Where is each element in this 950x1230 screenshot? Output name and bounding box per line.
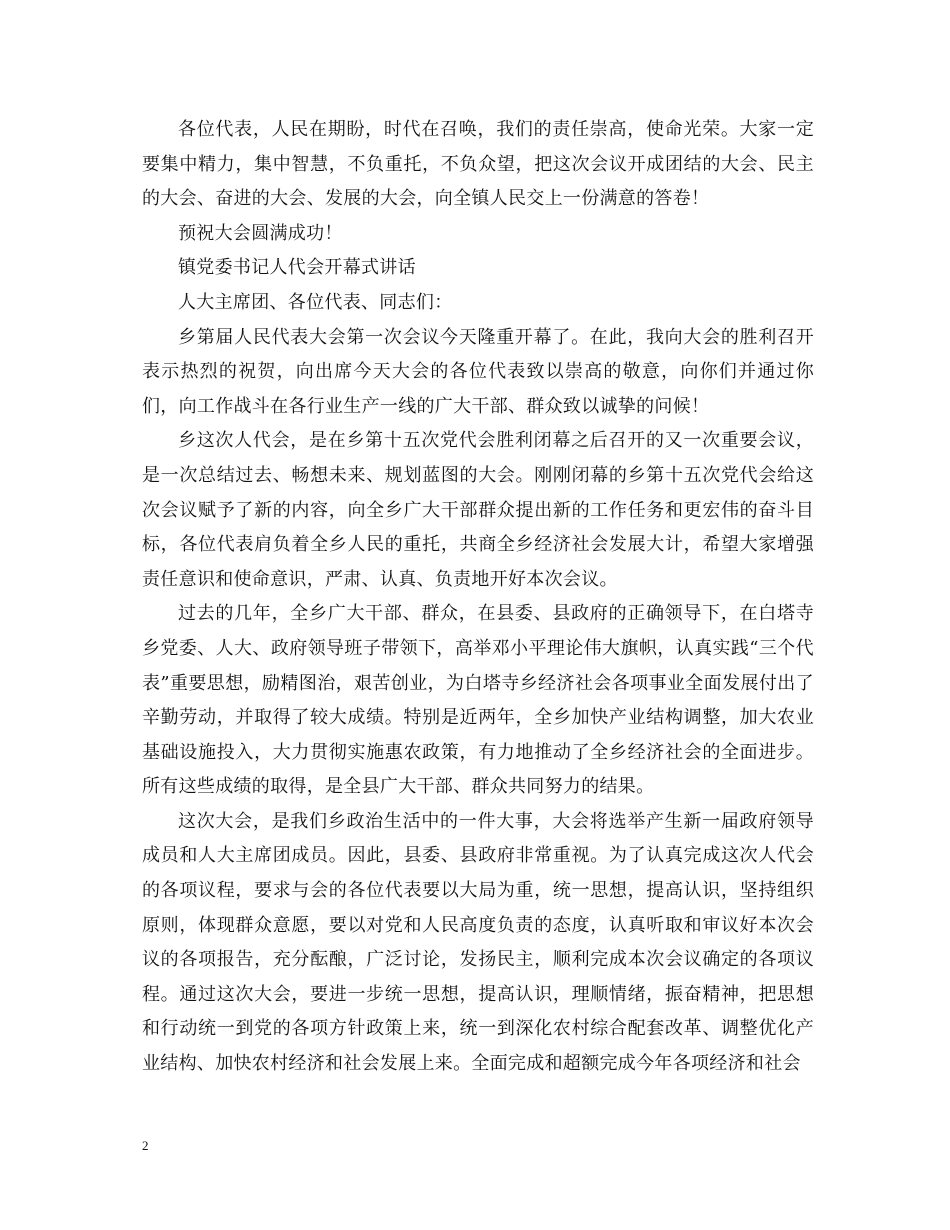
paragraph-closing-appeal: 各位代表，人民在期盼，时代在召唤，我们的责任崇高，使命光荣。大家一定要集中精力，集中智慧，不负重托，不负众望，把这次会议开成团结的大会、民主的大会、奋进的大会、发展的大会，向全镇人民交上一份满意的答卷！ [142, 119, 814, 210]
paragraph-meeting-significance: 乡这次人代会，是在乡第十五次党代会胜利闭幕之后召开的又一次重要会议，是一次总结过去、畅想未来、规划蓝图的大会。刚刚闭幕的乡第十五次党代会给这次会议赋予了新的内容，向全乡广大干部群众提出新的工作任务和更宏伟的奋斗目标，各位代表肩负着全乡人民的重托，共商全乡经济社会发展大计，希望大家增强责任意识和使命意识，严肃、认真、负责地开好本次会议。 [142, 430, 814, 590]
page-number: 2 [142, 1138, 149, 1153]
paragraph-past-achievements: 过去的几年，全乡广大干部、群众，在县委、县政府的正确领导下，在白塔寺乡党委、人大、政府领导班子带领下，高举邓小平理论伟大旗帜，认真实践“三个代表”重要思想，励精图治，艰苦创业，为白塔寺乡经济社会各项事业全面发展付出了辛勤劳动，并取得了较大成绩。特别是近两年，全乡加快产业结构调整，加大农业基础设施投入，大力贯彻实施惠农政策，有力地推动了全乡经济社会的全面进步。所有这些成绩的取得，是全县广大干部、群众共同努力的结果。 [142, 603, 814, 798]
paragraph-wish-success: 预祝大会圆满成功！ [178, 222, 343, 244]
speech-salutation: 人大主席团、各位代表、同志们： [178, 291, 453, 313]
speech-title: 镇党委书记人代会开幕式讲话 [178, 257, 416, 279]
document-body [142, 113, 814, 1082]
paragraph-opening: 乡第届人民代表大会第一次会议今天隆重开幕了。在此，我向大会的胜利召开表示热烈的祝贺，向出席今天大会的各位代表致以崇高的敬意，向你们并通过你们，向工作战斗在各行业生产一线的广大干部、群众致以诚挚的问候！ [142, 326, 814, 417]
paragraph-meeting-requirements: 这次大会，是我们乡政治生活中的一件大事，大会将选举产生新一届政府领导成员和人大主席团成员。因此，县委、县政府非常重视。为了认真完成这次人代会的各项议程，要求与会的各位代表要以大局为重，统一思想，提高认识，坚持组织原则，体现群众意愿，要以对党和人民高度负责的态度，认真听取和审议好本次会议的各项报告，充分酝酿，广泛讨论，发扬民主，顺利完成本次会议确定的各项议程。通过这次大会，要进一步统一思想，提高认识，理顺情绪，振奋精神，把思想和行动统一到党的各项方针政策上来，统一到深化农村综合配套改革、调整优化产业结构、加快农村经济和社会发展上来。全面完成和超额完成今年各项经济和社会 [142, 810, 814, 1075]
